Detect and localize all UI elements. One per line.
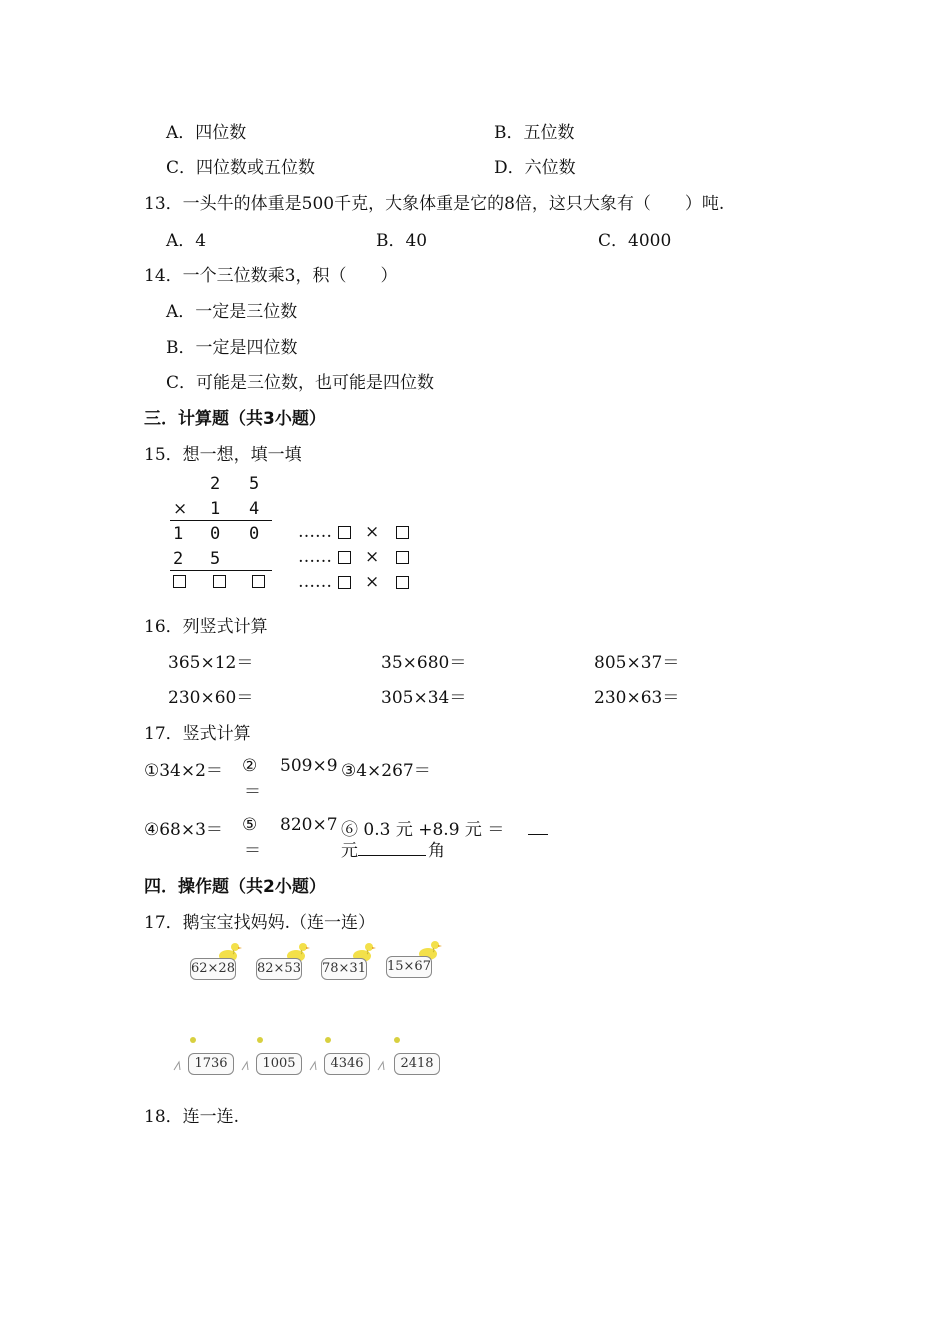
gosling-icon	[323, 1035, 333, 1045]
grass-icon	[308, 1058, 322, 1072]
section-3-heading: 三．计算题（共3小题）	[144, 409, 326, 429]
q15-answer-box[interactable]	[213, 575, 226, 588]
gosling-card-bottom[interactable]: 2418	[394, 1053, 440, 1075]
q17-item-2: 509×9	[280, 756, 338, 776]
q15-digit: 5	[210, 549, 221, 569]
q14-option-a: A．一定是三位数	[166, 302, 298, 322]
q15-dots: ……	[298, 572, 332, 592]
q15-answer-box[interactable]	[396, 526, 409, 539]
q13-option-a: A．4	[166, 231, 207, 251]
q16-stem: 16．列竖式计算	[144, 617, 268, 637]
goose-card-top[interactable]: 82×53	[256, 958, 302, 980]
q17-item-2-equals: ＝	[244, 782, 261, 802]
q17-blank[interactable]	[528, 834, 548, 835]
q15-digit: 4	[249, 499, 260, 519]
q12-option-c: C．四位数或五位数	[166, 158, 316, 178]
q16-item: 35×680＝	[381, 653, 467, 673]
q17-blank[interactable]	[358, 855, 426, 856]
q15-dots: ……	[298, 522, 332, 542]
q12-option-b: B．五位数	[494, 123, 575, 143]
q17-item-5-label: ⑤	[242, 815, 258, 835]
q15-rule-2	[170, 570, 272, 571]
q17-item-1: ①34×2＝	[144, 761, 223, 781]
q17-stem: 17．竖式计算	[144, 724, 251, 744]
q15-answer-box[interactable]	[173, 575, 186, 588]
q15-times-sign: ×	[365, 522, 380, 542]
q17-item-6-yuan: 元	[341, 841, 358, 861]
grass-icon	[172, 1058, 186, 1072]
grass-icon	[240, 1058, 254, 1072]
q15-times-sign: ×	[173, 499, 188, 519]
goose-card-top[interactable]: 62×28	[190, 958, 236, 980]
q14-stem: 14．一个三位数乘3，积（ ）	[144, 266, 398, 286]
q17-item-6: ⑥ 0.3 元 +8.9 元 ＝	[341, 820, 505, 840]
q17b-stem: 17．鹅宝宝找妈妈.（连一连）	[144, 913, 376, 933]
gosling-card-bottom[interactable]: 4346	[324, 1053, 370, 1075]
q13-option-b: B．40	[376, 231, 428, 251]
q15-digit: 2	[210, 474, 221, 494]
q15-dots: ……	[298, 547, 332, 567]
goose-card-top[interactable]: 78×31	[321, 958, 367, 980]
q15-times-sign: ×	[365, 572, 380, 592]
q13-option-c: C．4000	[598, 231, 672, 251]
q18-stem: 18．连一连.	[144, 1107, 240, 1127]
q15-digit: 1	[173, 524, 184, 544]
q16-item: 230×60＝	[168, 688, 254, 708]
q16-item: 805×37＝	[594, 653, 680, 673]
q15-times-sign: ×	[365, 547, 380, 567]
goose-card-top[interactable]: 15×67	[386, 956, 432, 978]
q15-answer-box[interactable]	[396, 551, 409, 564]
q12-option-a: A．四位数	[166, 123, 247, 143]
q15-answer-box[interactable]	[252, 575, 265, 588]
q15-digit: 2	[173, 549, 184, 569]
gosling-icon	[255, 1035, 265, 1045]
q14-option-c: C．可能是三位数，也可能是四位数	[166, 373, 435, 393]
q17-item-4: ④68×3＝	[144, 820, 223, 840]
q17-item-5-equals: ＝	[244, 841, 261, 861]
q16-item: 305×34＝	[381, 688, 467, 708]
q13-stem: 13．一头牛的体重是500千克，大象体重是它的8倍，这只大象有（ ）吨.	[144, 194, 725, 214]
q17-item-6-jiao: 角	[428, 841, 445, 861]
gosling-card-bottom[interactable]: 1736	[188, 1053, 234, 1075]
q12-option-d: D．六位数	[494, 158, 576, 178]
q17-item-3: ③4×267＝	[341, 761, 431, 781]
q16-item: 365×12＝	[168, 653, 254, 673]
q15-answer-box[interactable]	[338, 526, 351, 539]
q15-digit: 5	[249, 474, 260, 494]
gosling-icon	[392, 1035, 402, 1045]
q15-digit: 0	[210, 524, 221, 544]
gosling-card-bottom[interactable]: 1005	[256, 1053, 302, 1075]
q15-digit: 1	[210, 499, 221, 519]
q15-answer-box[interactable]	[338, 551, 351, 564]
q15-answer-box[interactable]	[338, 576, 351, 589]
q14-option-b: B．一定是四位数	[166, 338, 298, 358]
q15-rule-1	[170, 520, 272, 521]
gosling-icon	[188, 1035, 198, 1045]
q17-item-2-label: ②	[242, 756, 258, 776]
q15-answer-box[interactable]	[396, 576, 409, 589]
q15-digit: 0	[249, 524, 260, 544]
q17-item-5: 820×7	[280, 815, 338, 835]
section-4-heading: 四．操作题（共2小题）	[144, 877, 326, 897]
grass-icon	[376, 1058, 390, 1072]
q15-stem: 15．想一想，填一填	[144, 445, 302, 465]
q16-item: 230×63＝	[594, 688, 680, 708]
